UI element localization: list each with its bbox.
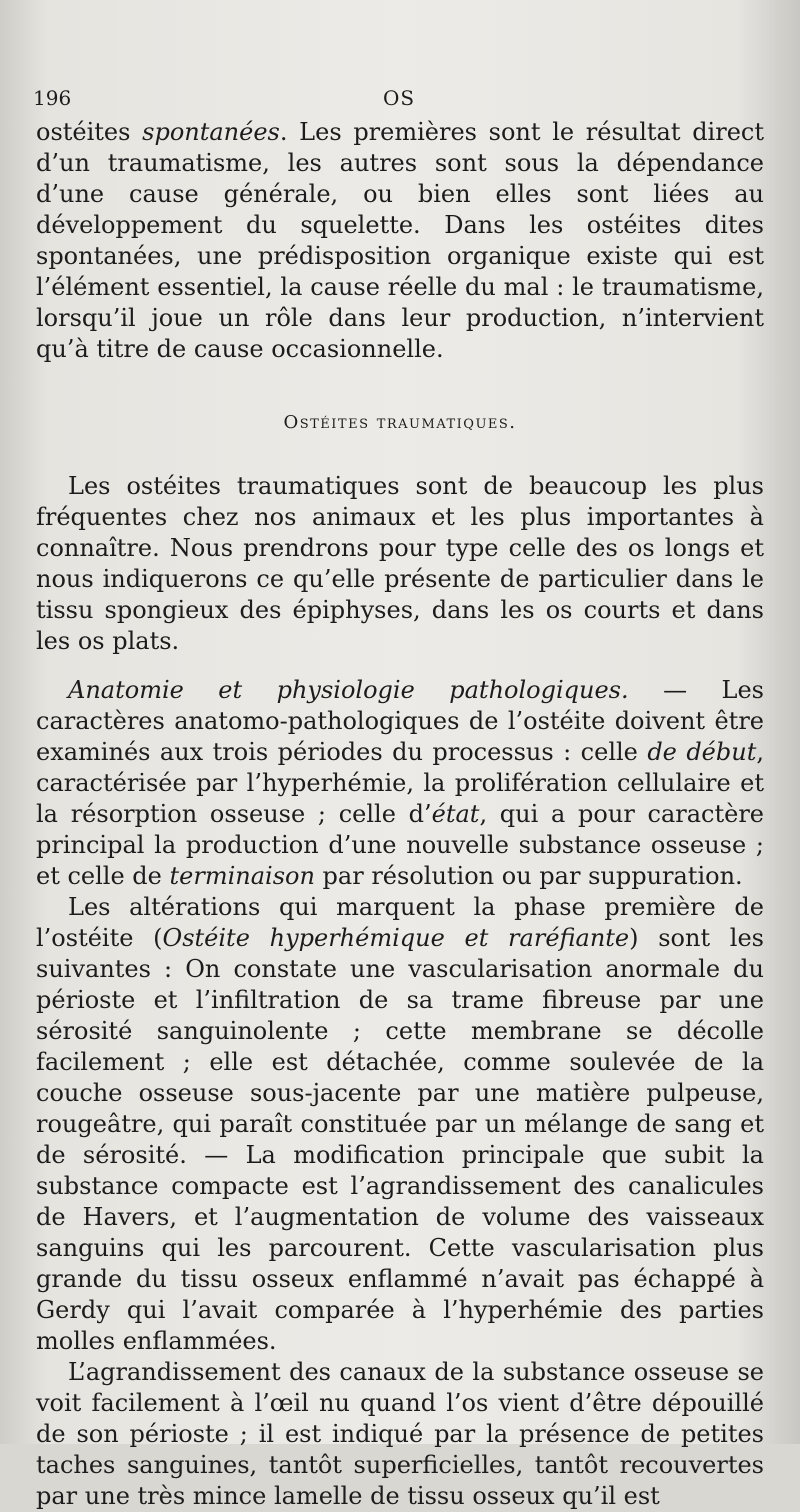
text-run: Les altérations qui marquent la phase première de l’ostéite ( — [36, 893, 764, 952]
paragraph-alterations — [36, 892, 764, 1357]
emphasis-text: Ostéite hyperhémique et raréfiante — [162, 924, 630, 952]
paragraph-intro: Les ostéites traumatiques sont de beaucoup les plus fréquentes chez nos animaux et les plus importantes à connaître. Nous prendrons pour type celle des os longs et nous indiquerons ce qu’elle présente de particulier dans le tissu spongieux des épiphyses, dans les os courts et dans les os plats. — [36, 472, 764, 655]
paragraph-enlargement: L’agrandissement des canaux de la substance osseuse se voit facilement à l’œil nu quand l’os vient d’être dépouillé de son périoste ; il est indiqué par la présence de petites taches sanguines, tantôt superficielles, tantôt recouvertes par une très mince lamelle de tissu osseux qu’il est — [36, 1358, 764, 1510]
text-run: ostéites — [36, 118, 143, 146]
page-header — [0, 86, 800, 112]
section-heading: Ostéites traumatiques. — [283, 412, 517, 433]
paragraph-continuation — [36, 117, 764, 365]
text-run: ) sont les suivantes : On constate une vascularisation anormale du périoste et l’infiltration de sa trame fibreuse par une sérosité sanguinolente ; cette membrane se décolle facilement ; elle est détachée, comme soulevée de la couche osseuse sous-jacente par une matière pulpeuse, rougeâtre, qui paraît constituée par un mélange de sang et de sérosité. — La modification principale que subit la substance compacte est l’agrandissement des canalicules de Havers, et l’augmentation de volume des vaisseaux sanguins qui les parcourent. Cette vascularisation plus grande du tissu osseux enflammé n’avait pas échappé à Gerdy qui l’avait comparée à l’hyperhémie des parties molles enflammées. — [36, 924, 764, 1355]
emphasis-text: état — [431, 800, 480, 828]
text-run: . Les premières sont le résultat direct d’un traumatisme, les autres sont sous la dépendance d’une cause générale, ou bien elles sont liées au développement du squelette. Dans les ostéites dites spontanées, une prédisposition organique existe qui est l’élément essentiel, la cause réelle du mal : le traumatisme, lorsqu’il joue un rôle dans leur production, n’intervient qu’à titre de cause occasionnelle. — [36, 118, 764, 363]
text-run: par résolution ou par suppuration. — [314, 862, 743, 890]
page-body — [36, 117, 764, 1512]
running-title: OS — [383, 86, 416, 110]
emphasis-text: terminaison — [169, 862, 315, 890]
emphasis-text: de début — [647, 738, 757, 766]
text-run: — Les caractères anatomo-pathologiques de l’ostéite doivent être examinés aux trois périodes du processus : celle — [36, 676, 764, 766]
text-run: , caractérisée par l’hyperhémie, la prolifération cellulaire et la résorption osseuse ; celle d’ — [36, 738, 764, 828]
text-run: , qui a pour caractère principal la production d’une nouvelle substance osseuse ; et celle de — [36, 800, 765, 890]
paragraph-anatomy — [36, 675, 764, 892]
subsection-title: Anatomie et physiologie pathologiques. — [68, 676, 629, 704]
page-number: 196 — [33, 86, 72, 110]
paragraph-gap — [36, 657, 764, 675]
emphasis-text: spontanées — [142, 118, 280, 146]
